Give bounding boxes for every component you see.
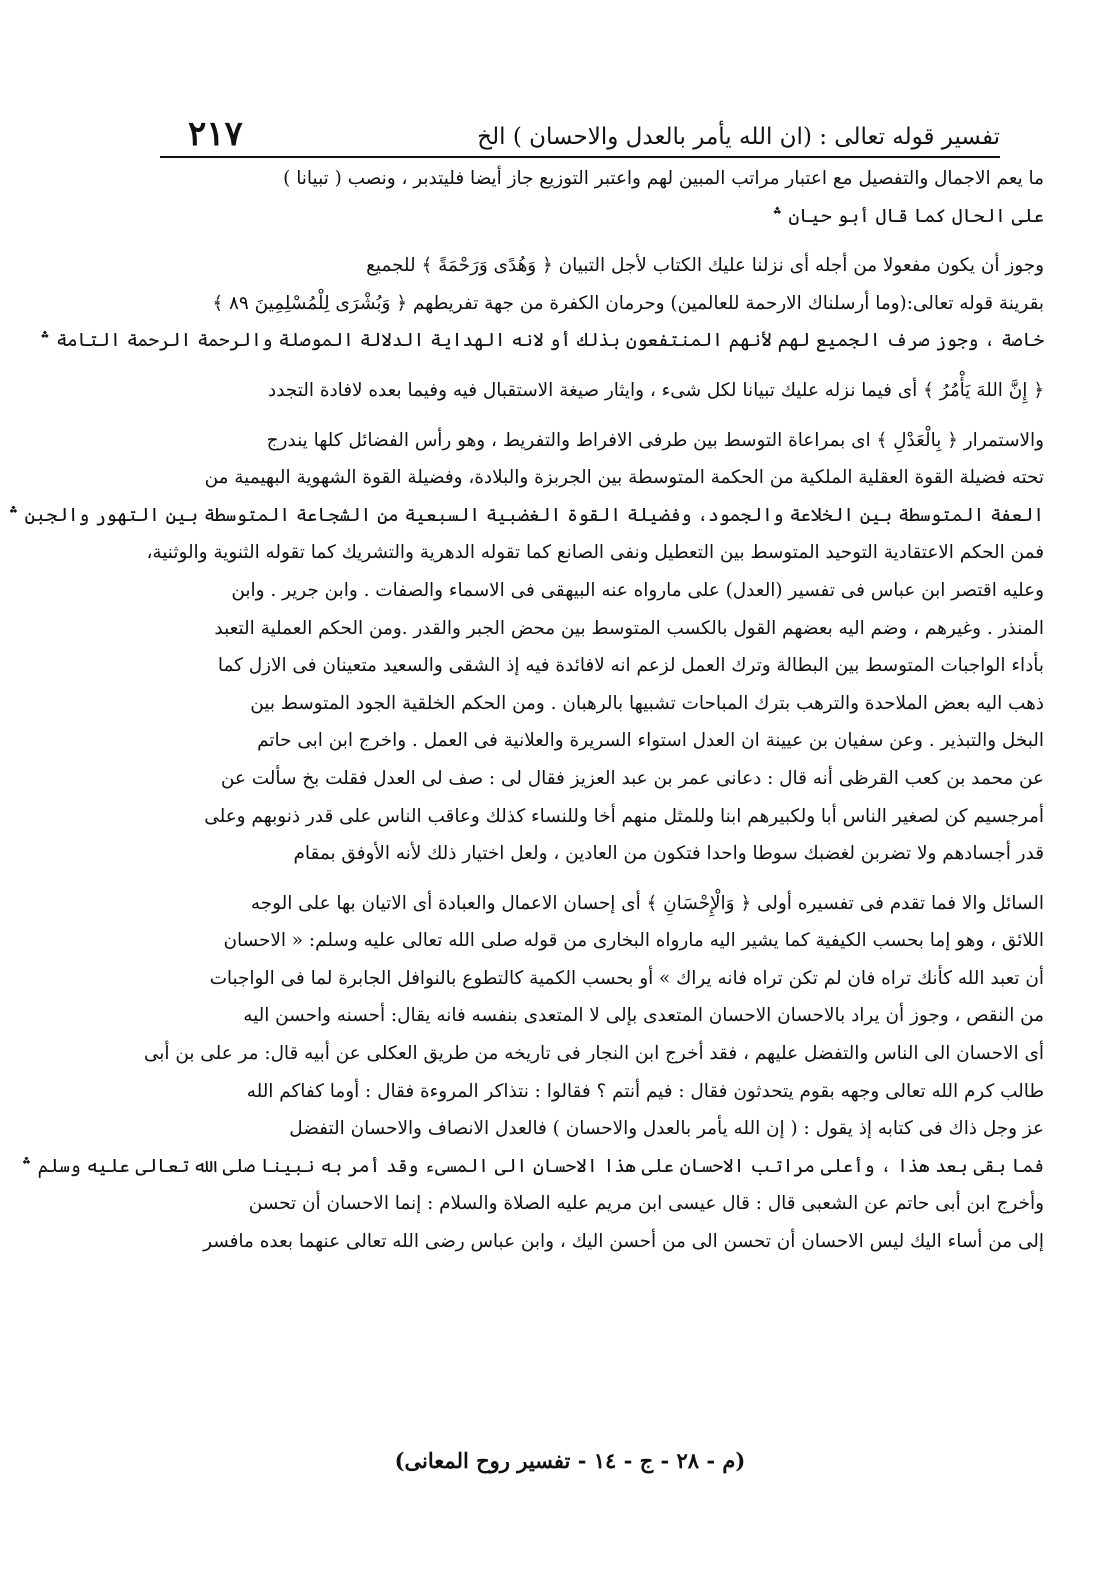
- text-line: خاصة ، وجوز صرف الجميع لهم لأنهم المنتفعون بذلك أو لانه الهداية الدلالة الموصلة والرحمة الرحمة التامة ؞: [39, 330, 1044, 352]
- running-header: [160, 112, 1000, 158]
- text-line: المنذر . وغيرهم ، وضم اليه بعضهم القول بالكسب المتوسط بين محض الجبر والقدر .ومن الحكم العملية التعبد: [214, 617, 1044, 639]
- text-line: فمن الحكم الاعتقادية التوحيد المتوسط بين التعطيل ونفى الصانع كما تقوله الدهرية والتشريك كما تقوله الثنوية والوثنية،: [146, 542, 1044, 564]
- text-line: بقرينة قوله تعالى:(وما أرسلناك الارحمة للعالمين) وحرمان الكفرة من جهة تفريطهم ﴿ وَبُشْرَى لِلْمُسْلِمِينَ ٨٩ ﴾: [212, 292, 1044, 314]
- text-line: عن محمد بن كعب القرظى أنه قال : دعانى عمر بن عبد العزيز فقال لى : صف لى العدل فقلت بخ سألت عن: [220, 767, 1044, 789]
- text-line: أمرجسيم كن لصغير الناس أبا ولكبيرهم ابنا وللمثل منهم أخا وللنساء كذلك وعاقب الناس على قدر ذنوبهم وعلى: [204, 805, 1044, 827]
- text-line: وأخرج ابن أبى حاتم عن الشعبى قال : قال عيسى ابن مريم عليه الصلاة والسلام : إنما الاحسان أن تحسن: [248, 1193, 1044, 1215]
- text-line: ﴿ إِنَّ اللهَ يَأْمُرُ ﴾ أى فيما نزله عليك تبيانا لكل شىء ، وايثار صيغة الاستقبال فيه وفيما بعده لافادة التجدد: [268, 379, 1044, 401]
- text-line: عز وجل ذاك فى كتابه إذ يقول : ( إن الله يأمر بالعدل والاحسان ) فالعدل الانصاف والاحسان التفضل: [289, 1118, 1044, 1140]
- text-line: أى الاحسان الى الناس والتفضل عليهم ، فقد أخرج ابن النجار فى تاريخه من طريق العكلى عن أبيه قال: مر على بن أبى: [143, 1043, 1044, 1065]
- text-line: البخل والتبذير . وعن سفيان بن عيينة ان العدل استواء السريرة والعلانية فى العمل . واخرج ابن ابى حاتم: [257, 730, 1044, 752]
- text-line: السائل والا فما تقدم فى تفسيره أولى ﴿ وَالْإِحْسَانِ ﴾ أى إحسان الاعمال والعبادة أى الاتيان بها على الوجه: [250, 892, 1044, 914]
- page-number: ٢١٧: [188, 114, 243, 154]
- text-line: على الحال كما قال أبو حيان ؞: [771, 205, 1044, 227]
- text-line: والاستمرار ﴿ بِالْعَدْلِ ﴾ اى بمراعاة التوسط بين طرفى الافراط والتفريط ، وهو رأس الفضائل كلها يندرج: [266, 429, 1044, 451]
- text-line: فما بقى بعد هذا ، وأعلى مراتب الاحسان على هذا الاحسان الى المسىء وقد أمر به نبينا صلى الله تعالى عليه وسلم ؞: [21, 1155, 1044, 1177]
- text-line: اللائق ، وهو إما بحسب الكيفية كما يشير اليه مارواه البخارى من قوله صلى الله تعالى عليه وسلم: « الاحسان: [223, 930, 1044, 952]
- footer-signature: (م - ٢٨ - ج - ١٤ - تفسير روح المعانى): [394, 1448, 746, 1473]
- text-line: ذهب اليه بعض الملاحدة والترهب بترك المباحات تشبيها بالرهبان . ومن الحكم الخلقية الجود المتوسط بين: [250, 692, 1044, 714]
- running-header-title: تفسير قوله تعالى : (ان الله يأمر بالعدل والاحسان ) الخ: [477, 124, 1000, 150]
- text-line: إلى من أساء اليك ليس الاحسان أن تحسن الى من أحسن اليك ، وابن عباس رضى الله تعالى عنهما بعده مافسر: [203, 1231, 1044, 1253]
- text-line: قدر أجسادهم ولا تضربن لغضبك سوطا واحدا فتكون من العادين ، ولعل اختيار ذلك لأنه الأوفق بمقام: [293, 843, 1044, 865]
- text-line: ما يعم الاجمال والتفصيل مع اعتبار مراتب المبين لهم واعتبر التوزيع جاز أيضا فليتدبر ، ونصب ( تبيانا ): [283, 168, 1044, 189]
- text-line: تحته فضيلة القوة العقلية الملكية من الحكمة المتوسطة بين الجربزة والبلادة، وفضيلة القوة الشهوية البهيمية من: [204, 467, 1044, 489]
- text-line: وعليه اقتصر ابن عباس فى تفسير (العدل) على مارواه عنه البيهقى فى الاسماء والصفات . وابن جرير . وابن: [231, 579, 1044, 601]
- text-line: العفة المتوسطة بين الخلاعة والجمود، وفضيلة القوة الغضبية السبعية من الشجاعة المتوسطة بين التهور والجبن ؞: [8, 504, 1044, 526]
- text-line: من النقص ، وجوز أن يراد بالاحسان الاحسان المتعدى بإلى لا المتعدى بنفسه فانه يقال: أحسنه واحسن اليه: [243, 1005, 1044, 1027]
- text-line: بأداء الواجبات المتوسط بين البطالة وترك العمل لزعم انه لافائدة فيه إذ الشقى والسعيد متعينان فى الازل كما: [217, 655, 1044, 677]
- text-line: طالب كرم الله تعالى وجهه بقوم يتحدثون فقال : فيم أنتم ؟ فقالوا : نتذاكر المروءة فقال : أوما كفاكم الله: [246, 1080, 1044, 1102]
- text-line: وجوز أن يكون مفعولا من أجله أى نزلنا عليك الكتاب لأجل التبيان ﴿ وَهُدًى وَرَحْمَةً ﴾ للجميع: [366, 255, 1044, 277]
- text-line: أن تعبد الله كأنك تراه فان لم تكن تراه فانه يراك » أو بحسب الكمية كالتطوع بالنوافل الجابرة لما فى الواجبات: [209, 967, 1044, 989]
- body-text: [8, 160, 1044, 1261]
